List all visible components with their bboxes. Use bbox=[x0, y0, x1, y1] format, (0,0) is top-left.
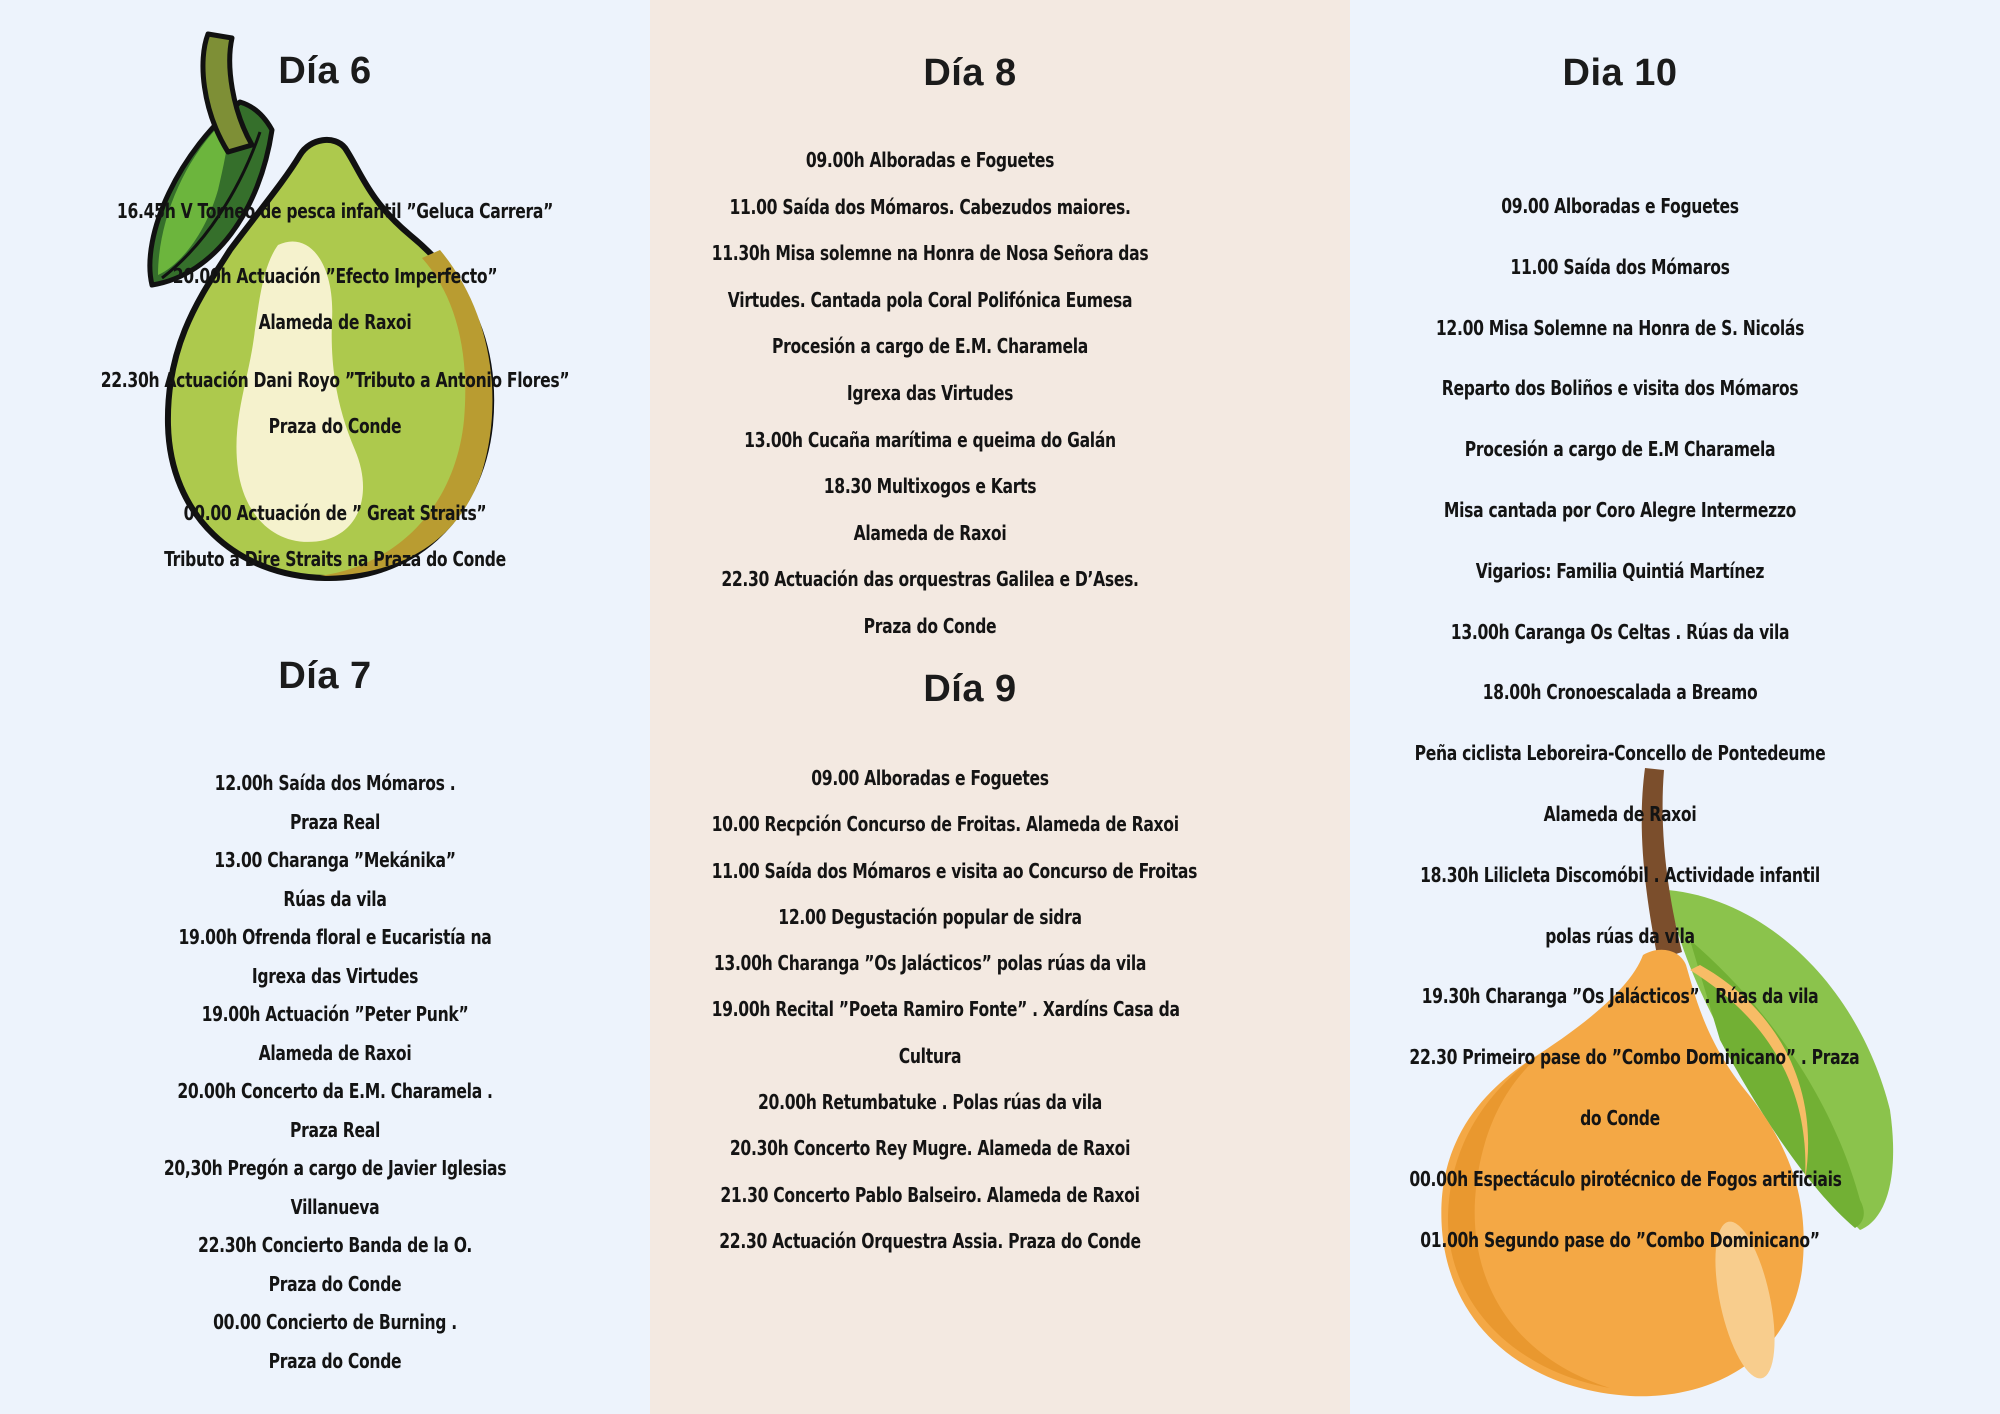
panel-day8-day9 bbox=[650, 0, 1350, 1414]
event-line: 20.30h Concerto Rey Mugre. Alameda de Raxoi bbox=[729, 1136, 1131, 1161]
day10-title: Dia 10 bbox=[1562, 52, 1678, 94]
event-line: Misa cantada por Coro Alegre Intermezzo bbox=[1443, 497, 1797, 522]
event-line: 18.00h Cronoescalada a Breamo bbox=[1482, 680, 1758, 705]
event-line: 19.00h Actuación ”Peter Punk” bbox=[201, 1002, 469, 1026]
event-line: 11.00 Saída dos Mómaros. Cabezudos maiores. bbox=[729, 194, 1131, 219]
event-line: 18.30h Lilicleta Discomóbil . Actividade infantil bbox=[1420, 862, 1820, 887]
day9-title: Día 9 bbox=[923, 668, 1017, 710]
event-line: 11.30h Misa solemne na Honra de Nosa Señora das bbox=[711, 241, 1149, 266]
event-line: 09.00 Alboradas e Foguetes bbox=[1501, 194, 1739, 218]
event-line: 22.30 Primeiro pase do ”Combo Dominicano” . Praza bbox=[1409, 1045, 1860, 1070]
event-line: Reparto dos Boliños e visita dos Mómaros bbox=[1441, 376, 1799, 401]
event-line: 19.00h Recital ”Poeta Ramiro Fonte” . Xardíns Casa da bbox=[711, 997, 1180, 1022]
event-line: Praza Real bbox=[289, 1117, 381, 1142]
day8-event-list bbox=[650, 137, 1210, 650]
event-line: Praza do Conde bbox=[863, 613, 997, 638]
event-line: polas rúas da vila bbox=[1545, 923, 1695, 948]
event-line: Igrexa das Virtudes bbox=[846, 380, 1014, 405]
event-line: 19.00h Ofrenda floral e Eucaristía na bbox=[178, 925, 492, 949]
event-line: Procesión a cargo de E.M. Charamela bbox=[771, 334, 1089, 359]
event-line: 22.30h Concierto Banda de la O. bbox=[198, 1233, 472, 1257]
event-line: 11.00 Saída dos Mómaros e visita ao Concurso de Froitas bbox=[711, 858, 1198, 883]
event-line: 13.00 Charanga ”Mekánika” bbox=[214, 848, 456, 872]
event-group bbox=[20, 188, 650, 234]
event-line: 12.00 Misa Solemne na Honra de S. Nicolás bbox=[1435, 315, 1805, 340]
event-line: Alameda de Raxoi bbox=[258, 310, 412, 334]
panel-day6-day7 bbox=[0, 0, 650, 1414]
event-line: Peña ciclista Leboreira-Concello de Pontedeume bbox=[1414, 741, 1826, 766]
event-line: Villanueva bbox=[290, 1194, 380, 1219]
event-line: 20,30h Pregón a cargo de Javier Iglesias bbox=[163, 1156, 507, 1180]
day7-title: Día 7 bbox=[278, 655, 372, 697]
event-line: Vigarios: Familia Quintiá Martínez bbox=[1475, 558, 1765, 583]
event-line: 16.45h V Torneo de pesca infantil ”Geluca Carrera” bbox=[116, 199, 554, 223]
event-line: 13.00h Cucaña marítima e queima do Galán bbox=[744, 427, 1116, 452]
event-line: Alameda de Raxoi bbox=[1543, 801, 1697, 826]
event-line: 00.00 Concierto de Burning . bbox=[213, 1310, 457, 1334]
event-group bbox=[20, 253, 650, 345]
event-line: 00.00h Espectáculo pirotécnico de Fogos artificiais bbox=[1409, 1166, 1842, 1191]
event-line: Cultura bbox=[898, 1043, 962, 1068]
event-line: Igrexa das Virtudes bbox=[251, 963, 419, 988]
event-line: 12.00h Saída dos Mómaros . bbox=[214, 771, 456, 795]
day6-event-list bbox=[20, 188, 650, 582]
event-line: 13.00h Charanga ”Os Jalácticos” polas rúas da vila bbox=[713, 951, 1147, 976]
event-line: 19.30h Charanga ”Os Jalácticos” . Rúas da vila bbox=[1421, 984, 1819, 1009]
event-line: 21.30 Concerto Pablo Balseiro. Alameda de Raxoi bbox=[720, 1182, 1140, 1207]
event-line: Alameda de Raxoi bbox=[258, 1040, 412, 1065]
event-line: 22.30h Actuación Dani Royo ”Tributo a Antonio Flores” bbox=[100, 368, 570, 392]
event-line: Alameda de Raxoi bbox=[853, 520, 1007, 545]
event-group bbox=[20, 357, 650, 449]
event-group bbox=[20, 490, 650, 582]
event-line: Praza Real bbox=[289, 809, 381, 834]
event-line: 20.00h Actuación ”Efecto Imperfecto” bbox=[172, 264, 498, 288]
event-line: Praza do Conde bbox=[268, 1271, 402, 1296]
day10-event-list bbox=[1350, 176, 1890, 1270]
event-line: do Conde bbox=[1580, 1105, 1660, 1130]
event-line: 13.00h Caranga Os Celtas . Rúas da vila bbox=[1450, 619, 1790, 644]
event-line: 12.00 Degustación popular de sidra bbox=[778, 904, 1082, 929]
event-line: 01.00h Segundo pase do ”Combo Dominicano” bbox=[1420, 1227, 1820, 1252]
event-line: 18.30 Multixogos e Karts bbox=[823, 474, 1037, 499]
event-line: 09.00h Alboradas e Foguetes bbox=[805, 148, 1055, 172]
panel-day10 bbox=[1350, 0, 2000, 1414]
event-line: 22.30 Actuación das orquestras Galilea e D’Ases. bbox=[721, 567, 1139, 592]
event-line: Rúas da vila bbox=[283, 886, 387, 911]
event-line: Procesión a cargo de E.M Charamela bbox=[1464, 437, 1776, 462]
event-line: 10.00 Recpción Concurso de Froitas. Alameda de Raxoi bbox=[711, 812, 1179, 837]
event-line: 09.00 Alboradas e Foguetes bbox=[811, 766, 1049, 790]
event-line: Praza do Conde bbox=[268, 414, 402, 438]
event-line: 00.00 Actuación de ” Great Straits” bbox=[183, 501, 487, 525]
day6-title: Día 6 bbox=[278, 50, 372, 92]
event-line: Tributo a Dire Straits na Praza do Conde bbox=[164, 547, 506, 571]
event-line: Praza do Conde bbox=[268, 1348, 402, 1373]
event-line: 11.00 Saída dos Mómaros bbox=[1510, 254, 1730, 279]
event-line: 22.30 Actuación Orquestra Assia. Praza do Conde bbox=[719, 1228, 1141, 1253]
day8-title: Día 8 bbox=[923, 52, 1017, 94]
event-line: 20.00h Concerto da E.M. Charamela . bbox=[177, 1079, 493, 1103]
day9-event-list bbox=[650, 755, 1210, 1264]
day7-event-list bbox=[20, 764, 650, 1380]
event-line: Virtudes. Cantada pola Coral Polifónica Eumesa bbox=[727, 287, 1133, 312]
event-line: 20.00h Retumbatuke . Polas rúas da vila bbox=[757, 1090, 1103, 1115]
